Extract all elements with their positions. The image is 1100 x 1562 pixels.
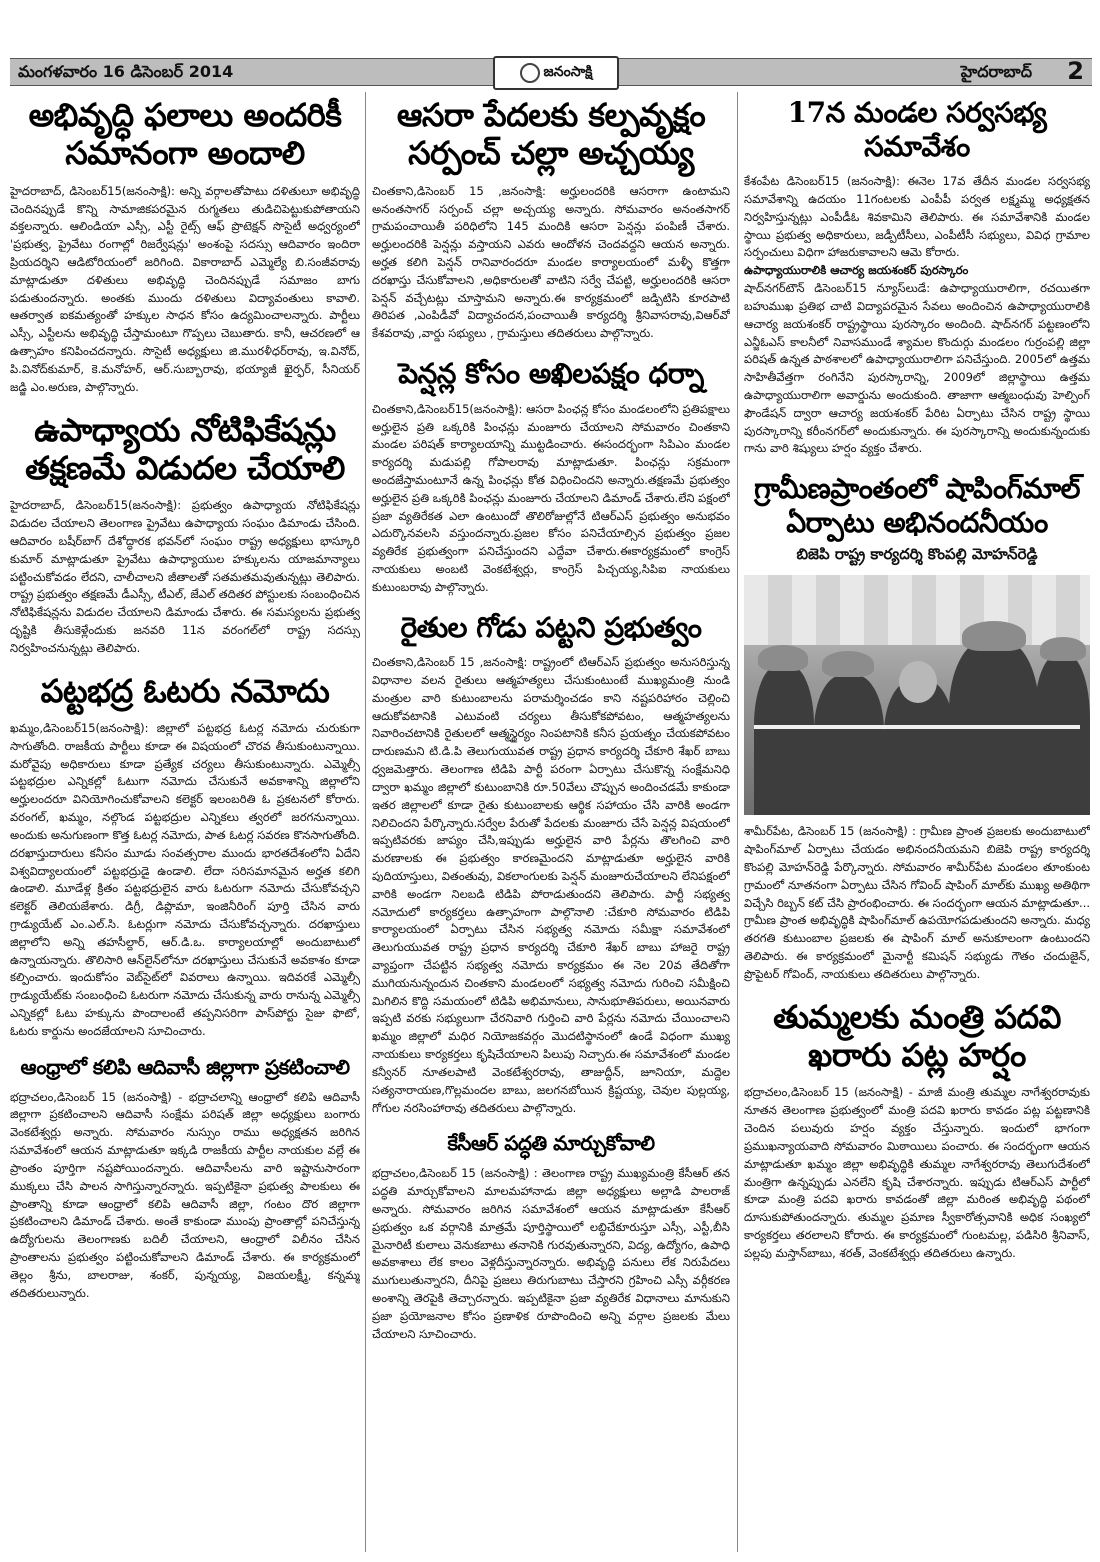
article-headline: అభివృద్ధి ఫలాలు అందరికీ సమానంగా అందాలి (28, 96, 342, 173)
newspaper-logo (493, 56, 619, 90)
article-headline: కేసీఆర్ పద్ధతి మార్చుకోవాలి (447, 1131, 655, 1156)
article-byline: బిజెపి రాష్ట్ర కార్యదర్శి కొంపల్లి మోహన్‌రెడ్డి (796, 545, 1038, 564)
article (744, 472, 1090, 984)
article-body: భద్రాచలం,డిసెంబర్ 15 (జనంసాక్షి) - మాజీ మంత్రి తుమ్మల నాగేశ్వరరావుకు నూతన తెలంగాణ ప్రభుత్వంలో మంత్రి పదవి ఖరారు కావడం పట్ల పట్టణానికి చెందిన పలువురు హర్షం వ్యక్తం చేస్తున్నారు. ఇందులో భాగంగా ప్రముఖన్యాయవాది సోమవారం మిఠాయిలు పంచారు. ఈ సందర్భంగా ఆయన మాట్లాడుతూ ఖమ్మం జిల్లా అభివృద్ధికి తుమ్మల నాగేశ్వరరావు తెలుగుదేశంలో మంత్రిగా ఉన్నప్పుడు ఎనలేని కృషి చేశారన్నారు. ఇప్పుడు టిఆర్ఎస్ పార్టీలో కూడా మంత్రి పదవి ఖరారు కావడంతో జిల్లా మరింత అభివృద్ధి పథంలో దూసుకుపోతుందన్నారు. తుమ్మల ప్రమాణ స్వీకారోత్సవానికి అధిక సంఖ్యలో కార్యకర్తలు తరలాలని కోరారు. ఈ కార్యక్రమంలో గుంటమల్ల, పడిసిరి శ్రీనివాస్, పల్లపు మస్తాన్‌బాబు, శరత్, వెంకటేశ్వర్లు తదితరులు ఉన్నారు. (744, 1085, 1090, 1260)
article (372, 1131, 730, 1343)
article-headline: రైతుల గోడు పట్టని ప్రభుత్వం (400, 610, 702, 644)
photo-tent-canopy (744, 575, 1090, 645)
photo-turban (1040, 637, 1086, 661)
article-headline: తుమ్మలకు మంత్రి పదవి ఖరారు పట్ల హర్షం (773, 997, 1061, 1075)
column-middle (372, 92, 730, 1552)
photo-person (1034, 655, 1090, 815)
photo-ribbon (754, 725, 1080, 729)
article (372, 611, 730, 1118)
column-right (744, 92, 1090, 1552)
article (744, 96, 1090, 458)
article (10, 672, 360, 1041)
article-body: కేశంపేట డిసెంబర్15 (జనంసాక్షి): ఈనెల 17వ తేదీన మండల సర్వసభ్య సమావేశాన్ని ఉదయం 11గంటలకు ఎంపీపీ పర్వత లక్ష్మమ్మ అధ్యక్షతన నిర్వహిస్తున్నట్లు ఎంపీడీఓ శివకామిని తెలిపారు. ఈ సమావేశానికి మండల స్థాయి ప్రభుత్వ అధికారులు, జడ్పీటీసీలు, ఎంపీటీసీ సభ్యులు, వివిధ గ్రామాల సర్పంచులు విధిగా హాజరుకావాలని ఆమె కోరారు. (744, 174, 1090, 260)
article-headline: ఆసరా పేదలకు కల్పవృక్షం సర్పంచ్ చల్లా అచ్చయ్య (396, 96, 706, 173)
photo-turban (758, 645, 808, 671)
article-headline: పట్టభద్ర ఓటరు నమోదు (40, 671, 330, 710)
article-body: శామీర్‌పేట, డిసెంబర్ 15 (జనంసాక్షి) : గ్రామీణ ప్రాంత ప్రజలకు అందుబాటులో షాపింగ్‌మాల్ ఏర్పాటు చేయడం అభినందనీయమని బిజెపి రాష్ట్ర కార్యదర్శి కొంపల్లి మోహన్‌రెడ్డి పేర్కొన్నారు. సోమవారం శామీర్‌పేట మండలం తూంకుంట గ్రామంలో నూతనంగా ఏర్పాటు చేసిన గోవింద్ షాపింగ్ మాల్‌కు ముఖ్య అతిథిగా విచ్చేసి రిబ్బన్ కట్ చేసి ప్రారంభించారు. ఈ సందర్భంగా ఆయన మాట్లాడుతూ... గ్రామీణ ప్రాంత అభివృద్ధికి షాపింగ్‌మాల్ ఉపయోగపడుతుందని అన్నారు. మధ్య తరగతి కుటుంబాల ప్రజలకు ఈ షాపింగ్ మాల్ అనుకూలంగా ఉంటుందని తెలిపారు. ఈ కార్యక్రమంలో మైనార్టీ కమిషన్ సభ్యుడు గౌతం చందుజైన్, ప్రొపైటర్ గోవింద్, నాయకులు తదితరులు పాల్గొన్నారు. (744, 824, 1090, 981)
article-body: భద్రాచలం,డిసెంబర్ 15 (జనంసాక్షి) : తెలంగాణ రాష్ట్ర ముఖ్యమంత్రి కేసీఆర్ తన పద్ధతి మార్చుకోవాలని మాలమహానాడు జిల్లా అధ్యక్షులు అల్లాడి పాలరాజ్ అన్నారు. సోమవారం జరిగిన సమావేశంలో ఆయన మాట్లాడుతూ కేసీఆర్ ప్రభుత్వం ఒక వర్గానికి మాత్రమే పూర్తిస్థాయిలో లబ్ధిచేకూరుస్తూ ఎస్సీ, ఎస్టీ,బీసి మైనారిటీ కులాలు వెనుకబాటు తనానికి గురవుతున్నారని, విద్య, ఉద్యోగం, ఉపాధి అవకాశాలు లేక కాలం వెళ్లదీస్తున్నారన్నారు. అభివృద్ధి పనులు లేక నిరుపేదలు ముగులుతున్నారని, దీనిపై ప్రజలు తిరుగుబాటు చేస్తారని గ్రహించి ఎస్సీ వర్గీకరణ అంశాన్ని తెరపైకి తెచ్చారన్నారు. ఇప్పటికైనా ప్రజా వ్యతిరేక విధానాలు మానుకుని ప్రజా ప్రయోజనాల కోసం ప్రణాళిక రూపొందించి అన్ని వర్గాల ప్రజలకు మేలు చేయాలని సూచించారు. (372, 1166, 730, 1341)
article-headline: 17న మండల సర్వసభ్య సమావేశం (787, 96, 1047, 163)
article (10, 1055, 360, 1303)
issue-date: మంగళవారం 16 డిసెంబర్ 2014 (18, 62, 234, 81)
article-body: చింతకాని,డిసెంబర్15(జనంసాక్షి): ఆసరా పింఛన్ల కోసం మండలంలోని ప్రతిపక్షాలు అర్హులైన ప్రతి ఒక్కరికి పింఛన్లు మంజూరు చేయాలని సోమవారం చింతకాని మండల పరిషత్ కార్యాలయాన్ని ముట్టడించారు. ఈసందర్భంగా సిపిఎం మండల కార్యదర్శి మడుపల్లి గోపాలరావు మాట్లాడుతూ. పింఛన్లు సక్రమంగా అందజేస్తామంటూనే ఉన్న పింఛన్లు కోత విధించిందని అన్నారు.తక్షణమే ప్రభుత్వం అర్హులైన ప్రతి ఒక్కరికి పింఛన్లు మంజూరు చేయాలని డిమాండ్ చేశారు.లేని పక్షంలో ప్రజా వ్యతిరేకత ఎలా ఉంటుందో తొలిరోజుల్లోనే టిఆర్ఎస్ ప్రభుత్వం అనుభవం ఎదుర్కొనవలసి వస్తుందన్నారు.ప్రజల కోసం పనిచేయాల్సిన ప్రభుత్వం ప్రజల వ్యతిరేక ప్రభుత్వంగా పనిచేస్తుందని ఎద్దేవా చేశారు.ఈకార్యక్రమంలో కాంగ్రెస్ నాయకులు అంబటి వెంకటేశ్వర్లు, కాంగ్రెస్ పిచ్చయ్య,సిపిఐ నాయకులు కుటుంబరావు పాల్గొన్నారు. (372, 401, 730, 594)
article-body: భద్రాచలం,డిసెంబర్ 15 (జనంసాక్షి) - భద్రాచలాన్ని ఆంధ్రాలో కలిపి ఆదివాసీ జిల్లాగా ప్రకటించాలని ఆదివాసీ సంక్షేమ పరిషత్ జిల్లా అధ్యక్షులు బంగారు వెంకటేశ్వర్లు అన్నారు. సోమవారం నుస్సుం రాము అధ్యక్షతన జరిగిన సమావేశంలో ఆయన మాట్లాడుతూ ఇక్కడి రాజకీయ పార్టీల నాయకుల వల్లే ఈ ప్రాంతం పూర్తిగా నష్టపోయిందన్నారు. ఆదివాసీలను వారి ఇష్టానుసారంగా ముక్కలు చేసి పాలన సాగిస్తున్నారన్నారు. ఇప్పటికైనా ప్రభుత్వ పాలకులు ఈ ప్రాంతాన్ని కూడా ఆంధ్రాలో కలిపి ఆదివాసీ జిల్లా, గంటం దొర జిల్లాగా ప్రకటించాలని డిమాండ్ చేశారు. అంతే కాకుండా ముంపు ప్రాంతాల్లో పనిచేస్తున్న ఉద్యోగులను తెలంగాణకు బదిలీ చేయాలని, ఆంధ్రాలో విలీనం చేసిన ప్రాంతాలను ప్రభుత్వం పట్టించుకోవాలని డిమాండ్ చేశారు. ఈ కార్యక్రమంలో తెల్లం శ్రీను, బాలరాజు, శంకర్, పున్నయ్య, విజయలక్ష్మీ, కన్నమ్మ తదితరులున్నారు. (10, 1089, 360, 1300)
article-body: హైదరాబాద్, డిసెంబర్15(జనంసాక్షి): అన్ని వర్గాలతోపాటు దళితులూ అభివృద్ధి చెందినప్పుడే కొన్ని సామాజికపరమైన రుగ్మతలు తుడిచిపెట్టుకుపోతాయని వక్తలన్నారు. ఆలిండియా ఎస్సీ, ఎస్టీ రైట్స్ ఆఫ్ ప్రొటెక్షన్ సొసైటీ అధ్వర్యంలో 'ప్రభుత్వ, ప్రైవేటు రంగాల్లో రిజర్వేషన్లు' అంశంపై సదస్సు ఆదివారం ఇందిరా ప్రియదర్శిని ఆడిటోరియంలో జరిగింది. వికారాబాద్ ఎమ్మెల్యే బి.సంజీవరావు మాట్లాడుతూ దళితులు అభివృద్ధి చెందినప్పుడే సమాజం బాగు పడుతుందన్నారు. అంతకు ముందు దళితులు విద్యావంతులు కావాలి. ఆతర్వాత ఐకమత్యంతో హక్కుల సాధన కోసం ఉద్యమించాలన్నారు. పార్టీలు ఎస్సీ, ఎస్టీలను అభివృద్ధి చేస్తామంటూ గొప్పలు చెబుతారు. కానీ, ఆచరణలో ఆ ఉత్సాహం కనిపించదన్నారు. సొసైటీ అధ్యక్షులు జి.మురళీధర్‌రావు, ఇ.వినోద్, పి.వినోద్‌కుమార్, కె.మనోహర్, ఆర్.సుబ్బారావు, భయ్యాజీ ఖైర్ఫర్, సీనియర్ జడ్జి ఎం.అరుణ, పాల్గొన్నారు. (10, 183, 360, 394)
photo-turban (962, 621, 1026, 651)
article (372, 96, 730, 343)
photo-person (754, 665, 814, 815)
article-headline: పెన్షన్ల కోసం అఖిలపక్షం ధర్నా (398, 357, 704, 391)
article-headline: ఉపాధ్యాయ నోటిఫికేషన్లు తక్షణమే విడుదల చేయాలి (25, 410, 345, 487)
article-body: చింతకాని,డిసెంబర్ 15 ,జనంసాక్షి: అర్హులందరికి ఆసరాగా ఉంటామని అనంతసాగర్ సర్పంచ్ చల్లా అచ్చయ్య అన్నారు. సోమవారం అనంతసాగర్ గ్రామపంచాయితీ పరిధిలోని 145 మందికి ఆసరా పెన్షన్లు పంపిణీ చేశారు. అర్హులందరికి పెన్షన్లు వస్తాయని ఎవరు ఆందోళన చెందవద్దని ఆయన అన్నారు. అర్హత కలిగి పెన్షన్ రానివారందరూ మండల కార్యాలయంలో మళ్ళీ కొత్తగా దరఖాస్తు చేసుకోవాలని ,అధికారులతో వాటిని సర్వే చేపట్టి, అర్హులందరికి ఆసరా పెన్షన్ వచ్చేటట్లు చూస్తామని అన్నారు.ఈ కార్యక్రమంలో జడ్పిటిసి కూరపాటి తిరిపత ,ఎంపిడీవో విద్యాచందన,పంచాయితీ కార్యదర్శి శ్రీనివాసరావు,విఆర్‌వో కేశవరావు ,వార్డు సభ్యులు , గ్రామస్తులు తదితరులు పాల్గొన్నారు. (372, 183, 730, 341)
logo-emblem-icon (520, 63, 540, 83)
article (10, 411, 360, 658)
column-divider (365, 92, 366, 1552)
article-body: చింతకాని,డిసెంబర్ 15 ,జనంసాక్షి: రాష్ట్రంలో టిఆర్ఎస్ ప్రభుత్వం అనుసరిస్తున్న విధానాల వలన రైతులు ఆత్మహత్యలు చేసుకుంటుంటే ముఖ్యమంత్రి నుండి మంత్రుల వారి కుటుంబాలను పరామర్శించడం కాని నష్టపరిహారం చెల్లించి ఆదుకోవటానికి ఎటువంటి చర్యలు తీసుకోకపోవటం, ఆత్మహత్యలను నివారించటానికి రైతులలో ఆత్మస్థైర్యం నింపటానికి కనీస ప్రయత్నం చేయకపోవటం దారుణమని టి.డి.పి తెలుగుయువత రాష్ట్ర ప్రధాన కార్యదర్శి చేకూరి శేఖర్ బాబు ధ్వజమెత్తారు. తెలంగాణ టిడిపి పార్టీ పరంగా ఏర్పాటు చేసుకొన్న సంక్షేమనిధి ద్వారా ఖమ్మం జిల్లాలో కుటుంబానికి రూ.50వేలు చొప్పున అందించడమే కాకుండా ఇతర జిల్లాలలో కూడా రైతు కుటుంబాలకు ఆర్థిక సహాయం చేసి వారికి అండగా నిలిచిందని పేర్కొన్నారు.సర్వేల పేరుతో పేదలకు మంజూరు చేసే పెన్షన్ల విషయంలో ఇప్పటివరకు జాప్యం చేసి,ఇప్పుడు అర్హులైన వారి పేర్లను తొలగించి వారి మరణాలకు ఈ ప్రభుత్వం కారణమైందని మాట్లాడుతూ అర్హులైన వారికి పుదియాస్తులు, వితంతువు, వికలాంగులకు పెన్షన్ మంజూరుచేయాలని లేనిపక్షంలో వారికి అండగా నిలబడి టిడిపి పోరాడుతుందని తెలిపారు. పార్టీ సభ్యత్వ నమోదులో కార్యకర్తలు ఉత్సాహంగా పాల్గొనాలి :చేకూరి సోమవారం టిడిపి కార్యాలయంలో ఏర్పాటు చేసిన సభ్యత్వ నమోదు సమీక్షా సమావేశంలో తెలుగుయువత రాష్ట్ర ప్రధాన కార్యదర్శి చేకూరి శేఖర్ బాబు హాజరై రాష్ట్ర వ్యాప్తంగా చేపట్టిన సభ్యత్వ నమోదు కార్యక్రమం ఈ నెల 20వ తేదితోగా ముగియనున్నందున చింతకాని మండలంలో సభ్యత్వ నమోదు గురించి సమీక్షించి మిగిలిన కొద్ది సమయంలో టిడిపి అభిమానులు, సానుభూతిపరులు, అయినవారు ఇప్పటి వరకు సభ్యులుగా చేరనివారి గుర్తించి వారి పేర్లను నమోదు చేయించాలని ఖమ్మం జిల్లాలో మధిర నియోజకవర్గం మొదటిస్థానంలో ఉండే విధంగా ముఖ్య నాయకులు కార్యకర్తలు కృషిచేయాలని పిలుపు నిచ్చారు.ఈ సమావేశంలో మండల కన్వీనర్ నూతలపాటి వెంకటేశ్వరరావు, తాజుద్దీన్, జూనియా, మద్దెల సత్యనారాయణ,గొల్లమందల బాబు, జలగనబోయిన క్రిష్టయ్య, చెవుల పుల్లయ్య, గోగుల నరసింహారావు తదితరులు పాల్గొన్నారు. (372, 655, 730, 1115)
article (744, 998, 1090, 1263)
article-body: హైదరాబాద్, డిసెంబర్15(జనంసాక్షి): ప్రభుత్వం ఉపాధ్యాయ నోటిఫికేషన్లు విడుదల చేయాలని తెలంగాణ ప్రైవేటు ఉపాధ్యాయ సంఘం డిమాండు చేసింది. ఆదివారం బషీర్‌బాగ్ దేశోద్ధారక భవన్‌లో సంఘం రాష్ట్ర అధ్యక్షులు భాస్కూరి కుమార్ మాట్లాడుతూ ప్రైవేటు ఉపాధ్యాయుల హక్కులను యాజమాన్యాలు పట్టించుకోవడం లేదని, చాలీచాలని జీతాలతో సతమతమవుతున్నట్లు తెలిపారు. రాష్ట్ర ప్రభుత్వం తక్షణమే డీఎస్సీ, టీఎల్, జేఎల్ తదితర పోస్టులకు సంబంధించిన నోటిఫికేషన్లను విడుదల చేయాలని డిమాండు చేశారు. ఈ సమస్యలను ప్రభుత్వ దృష్టికి తీసుకెళ్లేందుకు జనవరి 11న వరంగల్‌లో రాష్ట్ర సదస్సు నిర్వహించనున్నట్లు తెలిపారు. (10, 498, 360, 655)
article (10, 96, 360, 397)
column-divider (737, 92, 738, 1552)
column-left (10, 92, 360, 1552)
news-photo (744, 575, 1090, 815)
article-body: ఖమ్మం,డిసెంబర్15(జనంసాక్షి): జిల్లాలో పట్టభద్ర ఓటర్ల నమోదు చురుకుగా సాగుతోంది. రాజకీయ పార్టీలు కూడా ఈ విషయంలో చొరవ తీసుకుంటున్నాయి. మరోవైపు అధికారులు కూడా ప్రత్యేక చర్యలు తీసుకుంటున్నారు. ఎమ్మెల్సీ పట్టభద్రుల ఎన్నికల్లో ఓటుగా నమోదు చేసుకునే అవకాశాన్ని జిల్లాలోని అర్హులందరూ వినియోగించుకోవాలని కలెక్టర్ ఇలంబరితి ఓ ప్రకటనలో కోరారు. వరంగల్, ఖమ్మం, నల్గొండ పట్టభద్రుల ఎన్నికలు త్వరలో జరగనున్నాయి. అందుకు అనుగుణంగా కొత్త ఓటర్ల నమోదు, పాత ఓటర్ల సవరణ కొనసాగుతోంది. దరఖాస్తుదారులు కనీసం మూడు సంవత్సరాల ముందు భారతదేశంలోని ఏదేని విశ్వవిద్యాలయంలో పట్టభద్రుడై ఉండాలి. లేదా సరిసమానమైన అర్హత కలిగి ఉండాలి. మూడేళ్ల క్రితం పట్టభద్రులైన వారు ఓటరుగా నమోదు చేసుకోవచ్చని కలెక్టర్ తెలియజేశారు. డిగ్రీ, డిప్లొమా, ఇంజినీరింగ్ పూర్తి చేసిన వారు గ్రాడ్యుయేట్ ఎం.ఎల్.సి. ఓటర్లుగా నమోదు చేసుకోవచ్చన్నారు. దరఖాస్తులు జిల్లాలోని అన్ని తహసీల్దార్, ఆర్.డి.ఒ. కార్యాలయాల్లో అందుబాటులో ఉన్నాయన్నారు. తొలిసారి ఆన్‌లైన్‌లోనూ దరఖాస్తులు చేసుకునే అవకాశం కూడా కల్పించారు. ఇందుకోసం వెబ్‌సైట్‌లో వివరాలు ఉన్నాయి. ఇదివరకే ఎమ్మెల్సీ గ్రాడ్యుయేట్‌కు సంబంధించి ఓటరుగా నమోదు చేసుకున్న వారు రానున్న ఎమ్మెల్సీ ఎన్నికల్లో ఓటు హక్కును పొందాలంటే తప్పనిసరిగా పాస్‌పోర్టు సైజు ఫొటో, ఓటరు కార్డును అందజేయాలని సూచించారు. (10, 721, 360, 1038)
article (372, 357, 730, 597)
article-headline: ఆంధ్రాలో కలిపి ఆదివాసీ జిల్లాగా ప్రకటించాలి (20, 1054, 350, 1079)
edition-city: హైదరాబాద్ (960, 62, 1032, 81)
photo-turban (822, 651, 874, 677)
photo-person (814, 675, 884, 815)
article-subheading: ఉపాధ్యాయురాలికి ఆచార్య జయశంకర్ పురస్కారం (744, 263, 969, 278)
article-body: షాద్‌నగర్‌టౌన్ డిసెంబర్15 న్యూస్‌లుడే: ఉపాధ్యాయురాలిగా, రచయితగా బహుముఖ ప్రతిభ చాటి విద్యాపరమైన సేవలు అందించిన ఉపాధ్యాయురాలికి ఆచార్య జయశంకర్ రాష్ట్రస్థాయి పురస్కారం అందింది. షాద్‌నగర్ పట్టణంలోని ఎన్జీఓఎస్ కాలనీలో నివాసముండే శ్యామల కొందుర్గు మండలం గుర్రంపల్లి జిల్లా పరిషత్ ఉన్నత పాఠశాలలో ఉపాధ్యాయురాలిగా పనిచేస్తుంది. 2005లో ఉత్తమ సాహితీవేత్తగా రంగినేని పురస్కారాన్ని, 2009లో జిల్లాస్థాయి ఉత్తమ ఉపాధ్యాయురాలిగా అవార్డును అందుకుంది. తాజాగా ఆత్మబంధువు హెల్పింగ్ ఫౌండేషన్ ద్వారా ఆచార్య జయశంకర్ పేరిట ఏర్పాటు చేసిన రాష్ట్ర స్థాయి పురస్కారాన్ని కరీంనగర్‌లో అందుకున్నారు. ఈ పురస్కారాన్ని అందుకున్నందుకు గాను వారి శిష్యులు హర్షం వ్యక్తం చేశారు. (744, 281, 1090, 456)
logo-text: జనంసాక్షి (543, 63, 593, 80)
article-headline: గ్రామీణప్రాంతంలో షాపింగ్‌మాల్ ఏర్పాటు అభినందనీయం (754, 472, 1080, 539)
page-number: 2 (1067, 57, 1084, 85)
